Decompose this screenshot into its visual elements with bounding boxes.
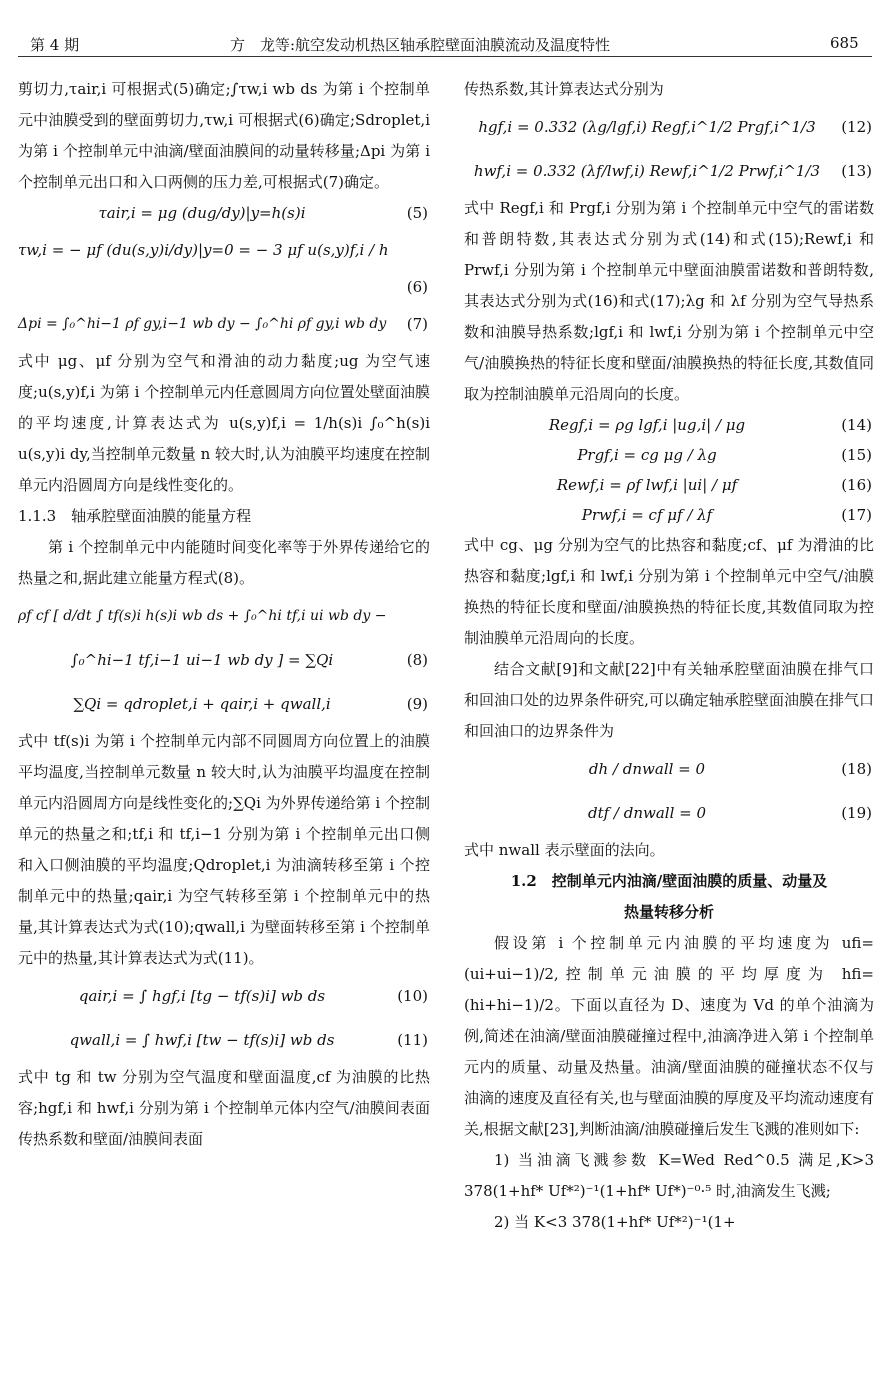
section-heading-line2: 热量转移分析 [623,903,714,921]
equation-12: hgf,i = 0.332 (λg/lgf,i) Regf,i^1/2 Prgf,i^1/3 (12) [478,118,872,136]
equation-8-line2: ∫₀^hi−1 tf,i−1 ui−1 wb dy ] = ∑Qi (8) [70,651,428,669]
paragraph: 假设第 i 个控制单元内油膜的平均速度为 ufi=(ui+ui−1)/2,控制单元油膜的平均厚度为 hfi=(hi+hi−1)/2。下面以直径为 D、速度为 Vd 的单个油滴为例,简述在油滴/壁面油膜碰撞过程中,油滴净进入第 i 个控制单元内的质量、动量及热量。油滴/壁面油膜的碰撞状态不仅与油滴的速度及直径有关,也与壁面油膜的厚度及平均流动速度有关,根据文献[23],判断油滴/油膜碰撞后发生飞溅的准则如下: [464,934,874,1138]
paragraph: 式中 tf(s)i 为第 i 个控制单元内部不同圆周方向位置上的油膜平均温度,当控制单元数量 n 较大时,认为油膜平均温度在控制单元内沿圆周方向是线性变化的;∑Qi 为外界传递给第 i 个控制单元的热量之和;tf,i 和 tf,i−1 分别为第 i 个控制单元出口侧和入口侧油膜的平均温度;Qdroplet,i 为油滴转移至第 i 个控制单元中的热量;qair,i 为空气转移至第 i 个控制单元中的热量,其计算表达式为式(10);qwall,i 为壁面转移至第 i 个控制单元中的热量,其计算表达式为式(11)。 [18,732,430,967]
equation-6: τw,i = − μf (du(s,y)i/dy)|y=0 = − 3 μf u(s,y)f,i / h [18,241,389,259]
issue-label: 第 4 期 [30,36,80,54]
section-heading-line1: 1.2 控制单元内油滴/壁面油膜的质量、动量及 [510,872,828,890]
equation-17: Prwf,i = cf μf / λf (17) [581,506,872,524]
subsection-heading: 1.1.3 轴承腔壁面油膜的能量方程 [18,507,252,525]
running-header [0,0,890,54]
paragraph: 第 i 个控制单元中内能随时间变化率等于外界传递给它的热量之和,据此建立能量方程式(8)。 [18,538,430,587]
right-column [464,74,874,1238]
equation-14: Regf,i = ρg lgf,i |ug,i| / μg (14) [548,416,872,434]
paragraph: 式中 cg、μg 分别为空气的比热容和黏度;cf、μf 为滑油的比热容和黏度;lgf,i 和 lwf,i 分别为第 i 个控制单元中空气/油膜换热的特征长度和壁面/油膜换热的特征长度,其数值同取为控制油膜单元沿周向的长度。 [464,536,874,647]
equation-11: qwall,i = ∫ hwf,i [tw − tf(s)i] wb ds (11) [69,1031,428,1049]
paragraph: 结合文献[9]和文献[22]中有关轴承腔壁面油膜在排气口和回油口处的边界条件研究,可以确定轴承腔壁面油膜在排气口和回油口的边界条件为 [464,660,874,740]
equation-18: dh / dnwall = 0 (18) [588,760,872,778]
paragraph: 式中 Regf,i 和 Prgf,i 分别为第 i 个控制单元中空气的雷诺数和普朗特数,其表达式分别为式(14)和式(15);Rewf,i 和 Prwf,i 分别为第 i 个控制单元中壁面油膜雷诺数和普朗特数,其表达式分别为式(16)和式(17);λg 和 λf 分别为空气导热系数和油膜导热系数;lgf,i 和 lwf,i 分别为第 i 个控制单元中空气/油膜换热的特征长度和壁面/油膜换热的特征长度,其数值同取为控制油膜单元沿周向的长度。 [464,199,874,403]
equation-16: Rewf,i = ρf lwf,i |ui| / μf (16) [556,476,872,494]
running-title: 方 龙等:航空发动机热区轴承腔壁面油膜流动及温度特性 [230,36,611,54]
equation-7: Δpi = ∫₀^hi−1 ρf gy,i−1 wb dy − ∫₀^hi ρf gy,i wb dy (7) [18,315,428,333]
paragraph: 剪切力,τair,i 可根据式(5)确定;∫τw,i wb ds 为第 i 个控制单元中油膜受到的壁面剪切力,τw,i 可根据式(6)确定;Sdroplet,i 为第 i 个控制单元中油滴/壁面油膜间的动量转移量;Δpi 为第 i 个控制单元出口和入口两侧的压力差,可根据式(7)确定。 [18,80,430,191]
paragraph: 1) 当油滴飞溅参数 K=Wed Red^0.5 满足,K>3 378(1+hf* Uf*²)⁻¹(1+hf* Uf*)⁻⁰·⁵ 时,油滴发生飞溅; [464,1151,874,1200]
paragraph: 2) 当 K<3 378(1+hf* Uf*²)⁻¹(1+ [494,1213,736,1231]
header-rule [18,56,872,57]
page-number: 685 [830,34,859,52]
equation-5: τair,i = μg (dug/dy)|y=h(s)i (5) [98,204,428,222]
equation-9: ∑Qi = qdroplet,i + qair,i + qwall,i (9) [73,695,428,713]
equation-6-number: (6) [406,278,428,296]
paragraph: 式中 nwall 表示壁面的法向。 [464,841,665,859]
equation-19: dtf / dnwall = 0 (19) [587,804,872,822]
equation-10: qair,i = ∫ hgf,i [tg − tf(s)i] wb ds (10) [78,987,428,1005]
equation-15: Prgf,i = cg μg / λg (15) [577,446,872,464]
equation-13: hwf,i = 0.332 (λf/lwf,i) Rewf,i^1/2 Prwf,i^1/3 (13) [473,162,872,180]
left-column [18,74,430,1155]
paragraph: 式中 tg 和 tw 分别为空气温度和壁面温度,cf 为油膜的比热容;hgf,i 和 hwf,i 分别为第 i 个控制单元体内空气/油膜间表面传热系数和壁面/油膜间表面 [18,1068,430,1148]
paragraph: 式中 μg、μf 分别为空气和滑油的动力黏度;ug 为空气速度;u(s,y)f,i 为第 i 个控制单元内任意圆周方向位置处壁面油膜的平均速度,计算表达式为 u(s,y)f,i = 1/h(s)i ∫₀^h(s)i u(s,y)i dy,当控制单元数量 n 较大时,认为油膜平均速度在控制单元内沿圆周方向是线性变化的。 [18,352,430,494]
equation-8-line1: ρf cf [ d/dt ∫ tf(s)i h(s)i wb ds + ∫₀^hi tf,i ui wb dy − [18,608,387,624]
paragraph: 传热系数,其计算表达式分别为 [464,80,664,98]
